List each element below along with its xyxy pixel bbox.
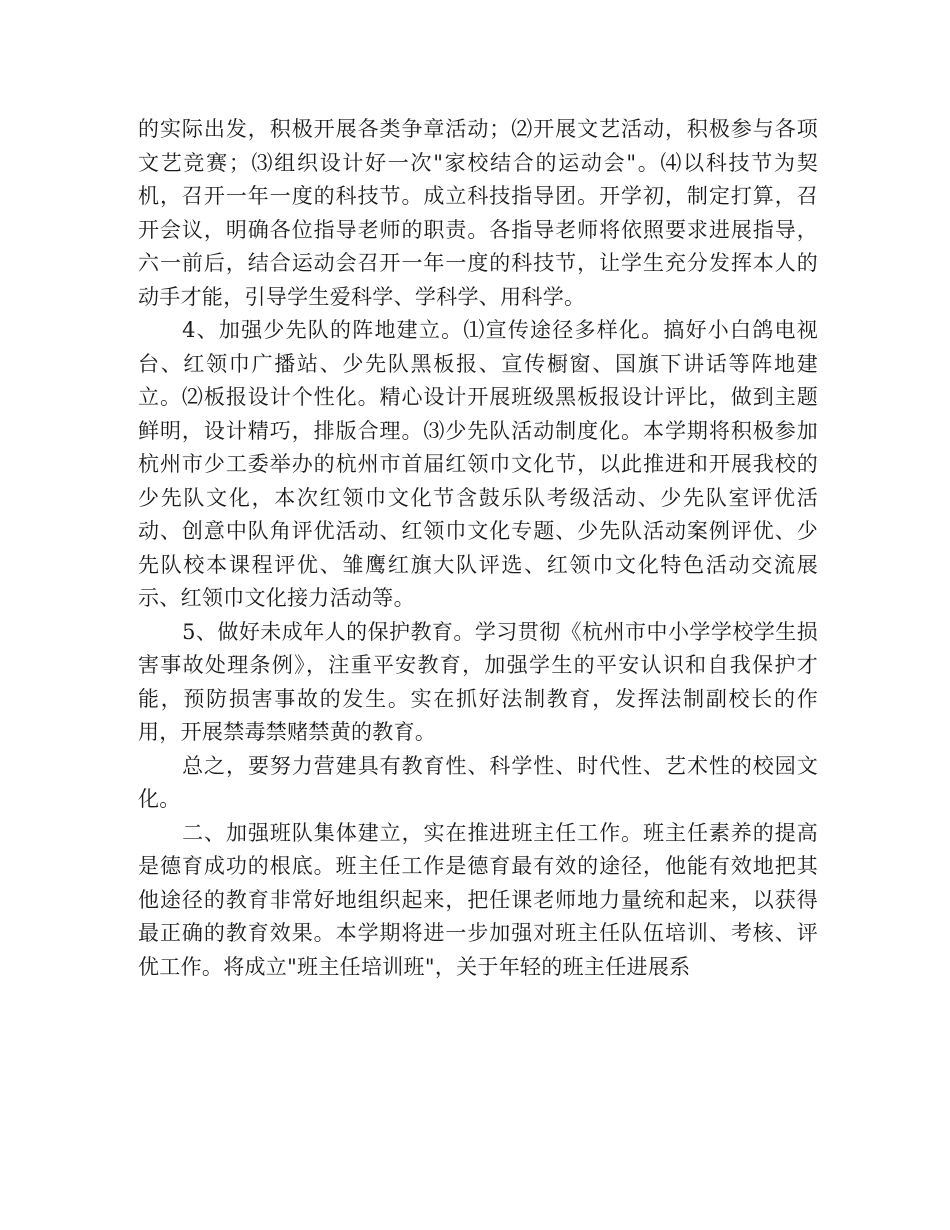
paragraph-minor-protection: 5、做好未成年人的保护教育。学习贯彻《杭州市中小学学校学生损害事故处理条例》，注重平安教育，加强学生的平安认识和自我保护才能，预防损害事故的发生。实在抓好法制教育，发挥法制副校长的作用，开展禁毒禁赌禁黄的教育。 <box>138 619 818 744</box>
document-page <box>138 113 818 984</box>
paragraph-continuation: 的实际出发，积极开展各类争章活动；⑵开展文艺活动，积极参与各项文艺竞赛；⑶组织设计好一次"家校结合的运动会"。⑷以科技节为契机，召开一年一度的科技节。成立科技指导团。开学初，制定打算，召开会议，明确各位指导老师的职责。各指导老师将依照要求进展指导，六一前后，结合运动会召开一年一度的科技节，让学生充分发挥本人的动手才能，引导学生爱科学、学科学、用科学。 <box>138 117 818 309</box>
paragraph-summary: 总之，要努力营建具有教育性、科学性、时代性、艺术性的校园文化。 <box>138 753 818 811</box>
paragraph-class-team-building: 二、加强班队集体建立，实在推进班主任工作。班主任素养的提高是德育成功的根底。班主任工作是德育最有效的途径，他能有效地把其他途径的教育非常好地组织起来，把任课老师地力量统和起来，以获得最正确的教育效果。本学期将进一步加强对班主任队伍培训、考核、评优工作。将成立"班主任培训班"，关于年轻的班主任进展系 <box>138 820 818 979</box>
paragraph-pioneer-positions: 4、加强少先队的阵地建立。⑴宣传途径多样化。搞好小白鸽电视台、红领巾广播站、少先队黑板报、宣传橱窗、国旗下讲话等阵地建立。⑵板报设计个性化。精心设计开展班级黑板报设计评比，做到主题鲜明，设计精巧，排版合理。⑶少先队活动制度化。本学期将积极参加杭州市少工委举办的杭州市首届红领巾文化节，以此推进和开展我校的少先队文化，本次红领巾文化节含鼓乐队考级活动、少先队室评优活动、创意中队角评优活动、红领巾文化专题、少先队活动案例评优、少先队校本课程评优、雏鹰红旗大队评选、红领巾文化特色活动交流展示、红领巾文化接力活动等。 <box>138 318 818 610</box>
